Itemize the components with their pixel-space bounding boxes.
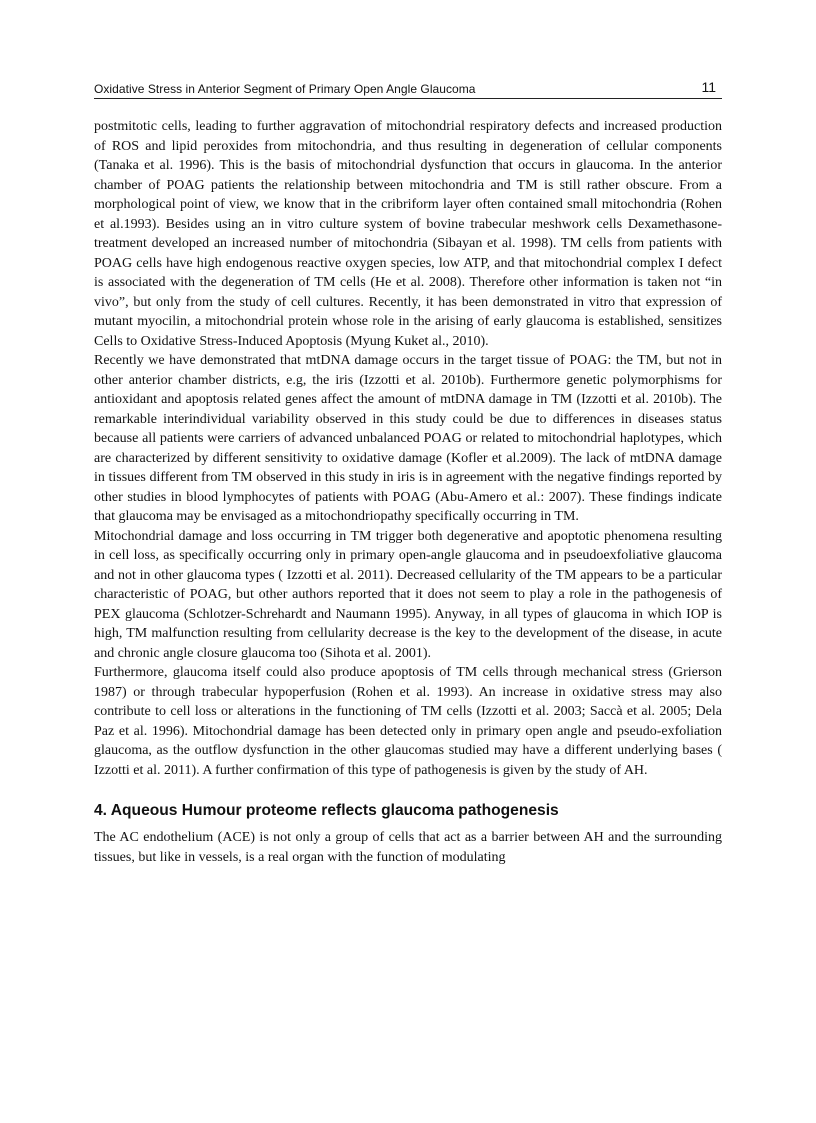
running-header xyxy=(94,80,722,99)
paragraph-cell-loss: Mitochondrial damage and loss occurring in TM trigger both degenerative and apoptotic phenomena resulting in cell loss, as specifically occurring only in primary open-angle glaucoma and in pseudoexfoliative glaucoma and not in other glaucoma types ( Izzotti et al. 2011). Decreased cellularity of the TM appears to be a particular characteristic of POAG, but other authors reported that it does not seem to play a role in the pathogenesis of PEX glaucoma (Schlotzer-Schrehardt and Naumann 1995). Anyway, in all types of glaucoma in which IOP is high, TM malfunction resulting from cellularity decrease is the key to the development of the disease, in acute and chronic angle closure glaucoma too (Sihota et al. 2001). xyxy=(94,528,722,661)
section-heading: 4. Aqueous Humour proteome reflects glaucoma pathogenesis xyxy=(94,802,559,819)
paragraph-mtdna-damage: Recently we have demonstrated that mtDNA damage occurs in the target tissue of POAG: the TM, but not in other anterior chamber districts, e.g, the iris (Izzotti et al. 2010b). Furthermore genetic polymorphisms for antioxidant and apoptosis related genes affect the amount of mtDNA damage in TM (Izzotti et al. 2010b). The remarkable interindividual variability observed in this study could be due to differences in diseases status because all patients were carriers of advanced unbalanced POAG or related to mitochondrial haplotypes, which are characterized by different sensitivity to oxidative damage (Kofler et al.2009). The lack of mtDNA damage in tissues different from TM observed in this study in iris is in agreement with the negative findings reported by other studies in blood lymphocytes of patients with POAG (Abu-Amero et al.: 2007). These findings indicate that glaucoma may be envisaged as a mitochondriopathy specifically occurring in TM. xyxy=(94,353,722,524)
paragraph-apoptosis: Furthermore, glaucoma itself could also produce apoptosis of TM cells through mechanical stress (Grierson 1987) or through trabecular hypoperfusion (Rohen et al. 1993). An increase in oxidative stress may also contribute to cell loss or alterations in the functioning of TM cells (Izzotti et al. 2003; Saccà et al. 2005; Dela Paz et al. 1996). Mitochondrial damage has been detected only in primary open angle and pseudo-exfoliation glaucoma, as the outflow dysfunction in the other glaucomas studied may have a different underlying bases ( Izzotti et al. 2011). A further confirmation of this type of pathogenesis is given by the study of AH. xyxy=(94,665,722,778)
running-header-title: Oxidative Stress in Anterior Segment of Primary Open Angle Glaucoma xyxy=(94,82,476,96)
paragraph-mitochondrial-dysfunction: postmitotic cells, leading to further aggravation of mitochondrial respiratory defects and increased production of ROS and lipid peroxides from mitochondria, and thus resulting in degeneration of cellular components (Tanaka et al. 1996). This is the basis of mitochondrial dysfunction that occurs in glaucoma. In the anterior chamber of POAG patients the relationship between mitochondria and TM is still rather obscure. From a morphological point of view, we know that in the cribriform layer often contained small mitochondria (Rohen et al.1993). Besides using an in vitro culture system of bovine trabecular meshwork cells Dexamethasone-treatment developed an increased number of mitochondria (Sibayan et al. 1998). TM cells from patients with POAG cells have high endogenous reactive oxygen species, low ATP, and that mitochondrial complex I defect is associated with the degeneration of TM cells (He et al. 2008). Therefore other information is taken not “in vivo”, but only from the study of cell cultures. Recently, it has been demonstrated in vitro that expression of mutant myocilin, a mitochondrial protein whose role in the arising of early glaucoma is established, sensitizes Cells to Oxidative Stress-Induced Apoptosis (Myung Kuket al., 2010). xyxy=(94,119,722,349)
paragraph-ac-endothelium: The AC endothelium (ACE) is not only a group of cells that act as a barrier between AH and the surrounding tissues, but like in vessels, is a real organ with the function of modulating xyxy=(94,830,722,865)
body-text xyxy=(94,117,722,867)
page-number: 11 xyxy=(701,79,716,95)
